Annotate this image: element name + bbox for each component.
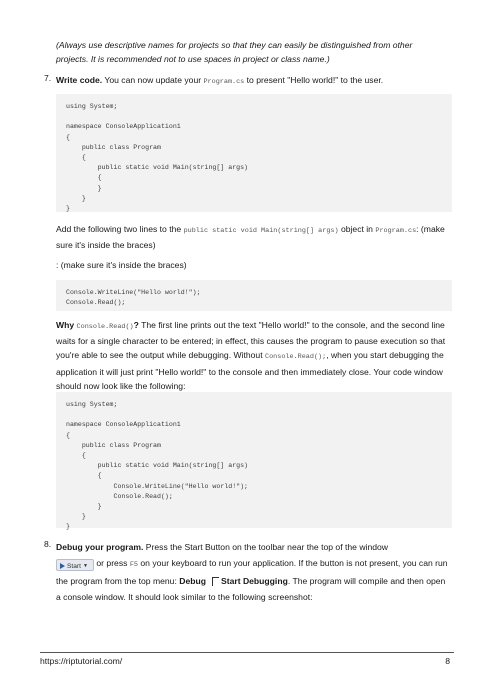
step-8-text-3: on your keyboard to run your application. If the button is not present, you can run the program from the top menu: <box>56 558 448 586</box>
program-cs-code-2: Program.cs <box>375 227 417 235</box>
code-block-3 <box>56 392 452 531</box>
add-lines-text-2: object in <box>338 224 376 234</box>
step-7-text-before: You can now update your <box>102 75 204 85</box>
why-text-1: The first line prints out the text "Hello world!" to the console, and the second line waits for a single character to be entered; in effect, this causes the program to pause execution so that you're able to see the output while debugging. Without <box>56 320 446 361</box>
start-debugging-label: Start Debugging <box>220 576 288 586</box>
why-paragraph <box>56 318 452 393</box>
step-8-text <box>56 539 452 605</box>
start-button-label: Start <box>67 562 81 570</box>
f5-key-code: F5 <box>129 561 138 569</box>
code-block-1-text: using System; namespace ConsoleApplication1 { public class Program { public static void Main(string[] args) { } } } <box>66 103 249 213</box>
why-text-2: , when you start debugging the application it will just print "Hello world!" to the console and then immediately close. Your code window should now look like the following: <box>56 350 444 391</box>
step-8-text-1: Press the Start Button on the toolbar near the top of the window <box>143 542 388 552</box>
code-block-1 <box>56 94 452 212</box>
add-lines-text-3: : (make sure it's inside the braces) <box>56 224 445 251</box>
add-lines-text-1: Add the following two lines to the <box>56 224 184 234</box>
code-block-2-text: Console.WriteLine("Hello world!"); Console.Read(); <box>66 289 201 307</box>
code-block-2 <box>56 280 452 311</box>
step-7-number: 7. <box>44 73 52 83</box>
add-lines-paragraph <box>56 222 452 252</box>
footer-divider <box>40 652 454 653</box>
page-number: 8 <box>445 656 450 666</box>
start-button[interactable] <box>56 559 94 571</box>
step-7-title: Write code. <box>56 75 103 85</box>
step-8-title: Debug your program. <box>56 542 144 552</box>
step-8-number: 8. <box>44 539 52 549</box>
console-read-code: Console.Read() <box>76 323 134 331</box>
console-read-code-2: Console.Read(); <box>265 353 327 362</box>
make-sure-line: : (make sure it's inside the braces) <box>56 260 187 270</box>
program-cs-code: Program.cs <box>203 78 245 86</box>
menu-arrow-icon <box>212 577 219 586</box>
why-label: Why <box>56 320 75 330</box>
why-question-mark: ? <box>133 320 139 330</box>
step-8-text-4: . The program will compile and then open a console window. It should look similar to the following screenshot: <box>56 576 446 602</box>
footer-url[interactable]: https://riptutorial.com/ <box>40 656 123 666</box>
intro-note: (Always use descriptive names for projects so that they can easily be distinguished from other projects. It is recommended not to use spaces in project or class name.) <box>56 40 413 65</box>
play-icon <box>60 563 65 569</box>
step-8-text-2: or press <box>94 558 130 568</box>
code-block-3-text: using System; namespace ConsoleApplication1 { public class Program { public static void Main(string[] args) { Console.WriteLine("Hello world!"); Console.Read(); } } } <box>66 401 249 531</box>
step-7-text-after: to present "Hello world!" to the user. <box>244 75 384 85</box>
main-signature-code: public static void Main(string[] args) <box>183 227 339 235</box>
step-7-text <box>56 73 452 89</box>
dropdown-caret-icon: ▼ <box>82 562 88 569</box>
debug-menu-label: Debug <box>179 576 206 586</box>
